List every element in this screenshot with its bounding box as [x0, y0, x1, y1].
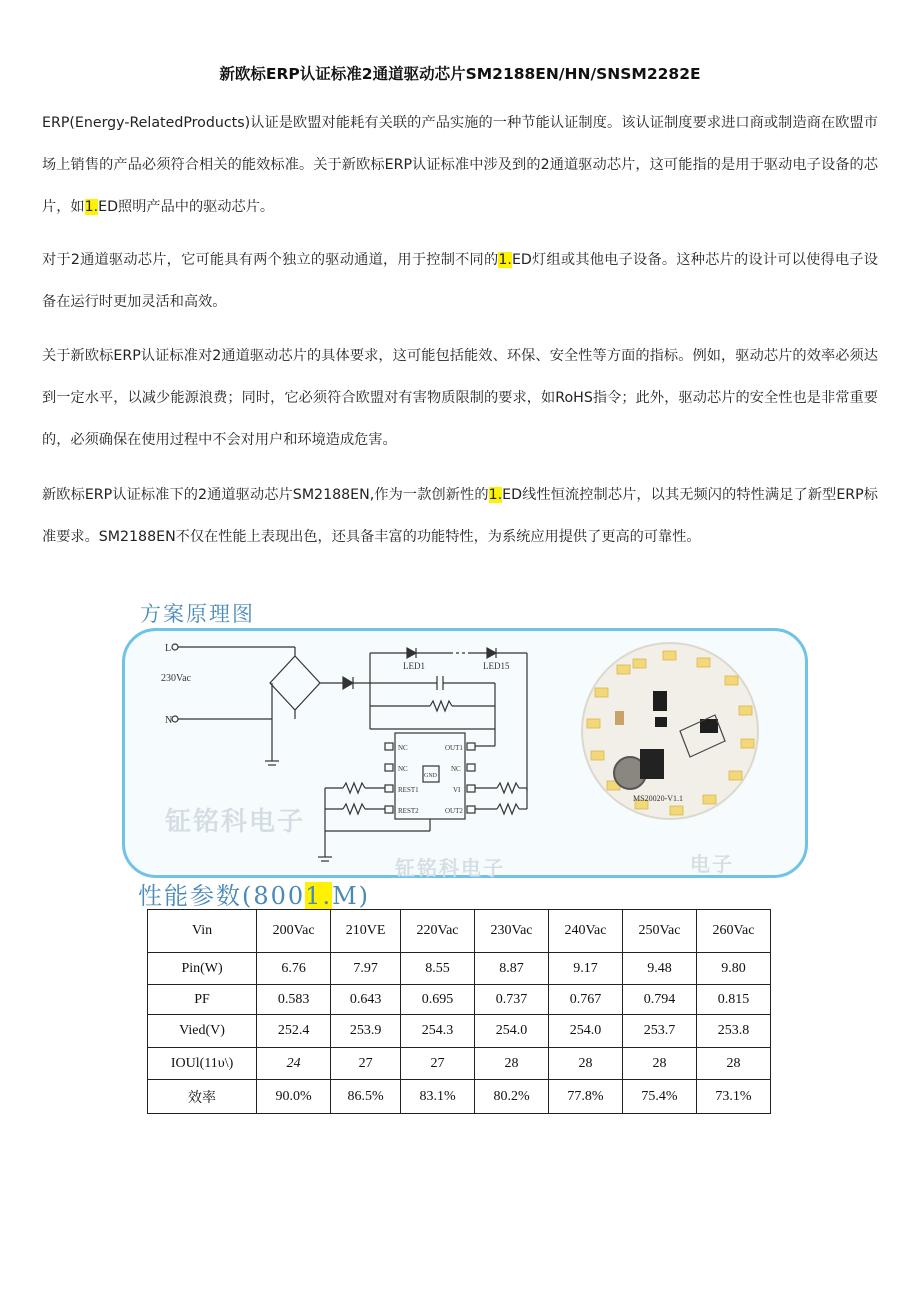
table-cell: 效率: [148, 1080, 257, 1114]
pin-out1: OUT1: [445, 744, 463, 752]
table-cell: 73.1%: [696, 1080, 770, 1114]
highlight-mark: 1.: [498, 252, 512, 268]
table-cell: 24: [257, 1048, 331, 1080]
table-row: [148, 953, 771, 985]
pin-nc2: NC: [398, 765, 408, 773]
schematic-heading: 方案原理图: [140, 602, 255, 626]
table-cell: 7.97: [331, 953, 401, 985]
table-header-cell: 260Vac: [696, 910, 770, 953]
table-cell: 90.0%: [257, 1080, 331, 1114]
board-label: MS20020-V1.1: [633, 794, 684, 803]
table-cell: 0.695: [401, 985, 475, 1015]
table-cell: 0.583: [257, 985, 331, 1015]
table-row: [148, 985, 771, 1015]
table-header-cell: 240Vac: [549, 910, 623, 953]
highlight-mark: 1.: [84, 199, 99, 215]
table-cell: 27: [331, 1048, 401, 1080]
paragraph-text: ED线性恒流控制芯片，以其无频闪的特性满足了新型ERP标准要求。SM2188EN不仅在性能上表现出色，还具备丰富的功能特性，为系统应用提供了更高的可靠性。: [42, 487, 878, 545]
performance-heading-text: 性能参数(800: [138, 882, 306, 910]
table-cell: 9.17: [549, 953, 623, 985]
table-cell: 83.1%: [401, 1080, 475, 1114]
paragraph-erp-intro: [42, 102, 878, 228]
watermark: 钲铭科电子: [165, 807, 306, 837]
table-cell: 28: [623, 1048, 697, 1080]
table-cell: 254.0: [549, 1015, 623, 1048]
label-led-last: LED15: [483, 661, 510, 671]
paragraph-text: 关于新欧标ERP认证标准对2通道驱动芯片的具体要求，这可能包括能效、环保、安全性等方面的指标。例如，驱动芯片的效率必须达到一定水平，以减少能源浪费；同时，它必须符合欧盟对有害物质限制的要求，如RoHS指令；此外，驱动芯片的安全性也是非常重要的，必须确保在使用过程中不会对用户和环境造成危害。: [42, 348, 878, 448]
pin-rest2: REST2: [398, 807, 419, 815]
table-cell: PF: [148, 985, 257, 1015]
table-row: [148, 1048, 771, 1080]
paragraph-text: ED灯组或其他电子设备。这种芯片的设计可以使得电子设备在运行时更加灵活和高效。: [42, 252, 878, 310]
label-voltage: 230Vac: [161, 673, 191, 684]
table-row: [148, 1080, 771, 1114]
label-neutral: N: [165, 715, 173, 726]
table-cell: 9.80: [696, 953, 770, 985]
document-title: 新欧标ERP认证标准2通道驱动芯片SM2188EN/HN/SNSM2282E: [219, 65, 701, 83]
table-cell: 27: [401, 1048, 475, 1080]
table-header-cell: Vin: [148, 910, 257, 953]
table-cell: 0.815: [696, 985, 770, 1015]
label-led-first: LED1: [403, 661, 425, 671]
table-cell: 0.643: [331, 985, 401, 1015]
pin-out2: OUT2: [445, 807, 463, 815]
pin-gnd: GND: [424, 773, 437, 779]
table-header-cell: 220Vac: [401, 910, 475, 953]
highlight-mark: 1.: [488, 487, 503, 503]
table-cell: 0.767: [549, 985, 623, 1015]
pcb-board-image: [582, 643, 758, 819]
highlight-mark: 1.: [305, 882, 333, 910]
table-cell: 0.794: [623, 985, 697, 1015]
paragraph-text: ERP(Energy-RelatedProducts)认证是欧盟对能耗有关联的产品实施的一种节能认证制度。该认证制度要求进口商或制造商在欧盟市场上销售的产品必须符合相关的能效标准。关于新欧标ERP认证标准中涉及到的2通道驱动芯片，这可能指的是用于驱动电子设备的芯片，如: [42, 115, 878, 215]
table-cell: 80.2%: [475, 1080, 549, 1114]
table-cell: 6.76: [257, 953, 331, 985]
paragraph-two-channel: [42, 239, 878, 323]
paragraph-text: 对于2通道驱动芯片，它可能具有两个独立的驱动通道，用于控制不同的: [42, 252, 499, 268]
table-cell: 75.4%: [623, 1080, 697, 1114]
performance-heading: [138, 876, 370, 911]
table-header-cell: 200Vac: [257, 910, 331, 953]
table-cell: 86.5%: [331, 1080, 401, 1114]
table-cell: 9.48: [623, 953, 697, 985]
table-cell: 28: [549, 1048, 623, 1080]
table-cell: 253.7: [623, 1015, 697, 1048]
table-header-cell: 210VE: [331, 910, 401, 953]
table-cell: 254.3: [401, 1015, 475, 1048]
pin-vi: VI: [453, 786, 461, 794]
table-cell: 28: [475, 1048, 549, 1080]
pin-nc1: NC: [398, 744, 408, 752]
table-cell: 8.87: [475, 953, 549, 985]
schematic-panel: [122, 628, 808, 878]
watermark-bottom: 钲铭科电子: [395, 856, 505, 880]
table-cell: 252.4: [257, 1015, 331, 1048]
table-cell: 77.8%: [549, 1080, 623, 1114]
paragraph-text: 新欧标ERP认证标准下的2通道驱动芯片SM2188EN,作为一款创新性的: [42, 487, 489, 503]
pin-rest1: REST1: [398, 786, 419, 794]
label-line: L: [165, 643, 172, 654]
performance-heading-text: M): [332, 882, 371, 910]
table-header-cell: 250Vac: [623, 910, 697, 953]
table-row: [148, 1015, 771, 1048]
table-cell: 254.0: [475, 1015, 549, 1048]
pin-nc3: NC: [451, 765, 461, 773]
table-cell: 253.9: [331, 1015, 401, 1048]
paragraph-requirements: [42, 335, 878, 461]
watermark-bottom-right: 电子: [690, 852, 734, 876]
table-cell: Vied(V): [148, 1015, 257, 1048]
circuit-diagram: [125, 631, 805, 875]
table-header-cell: 230Vac: [475, 910, 549, 953]
table-header-row: [148, 910, 771, 953]
paragraph-sm2188en: [42, 474, 878, 558]
table-cell: 28: [696, 1048, 770, 1080]
table-cell: 8.55: [401, 953, 475, 985]
table-cell: 0.737: [475, 985, 549, 1015]
paragraph-text: ED照明产品中的驱动芯片。: [98, 199, 275, 215]
table-cell: 253.8: [696, 1015, 770, 1048]
table-cell: IOUl(11υ\): [148, 1048, 257, 1080]
performance-table: [147, 909, 771, 1114]
table-cell: Pin(W): [148, 953, 257, 985]
